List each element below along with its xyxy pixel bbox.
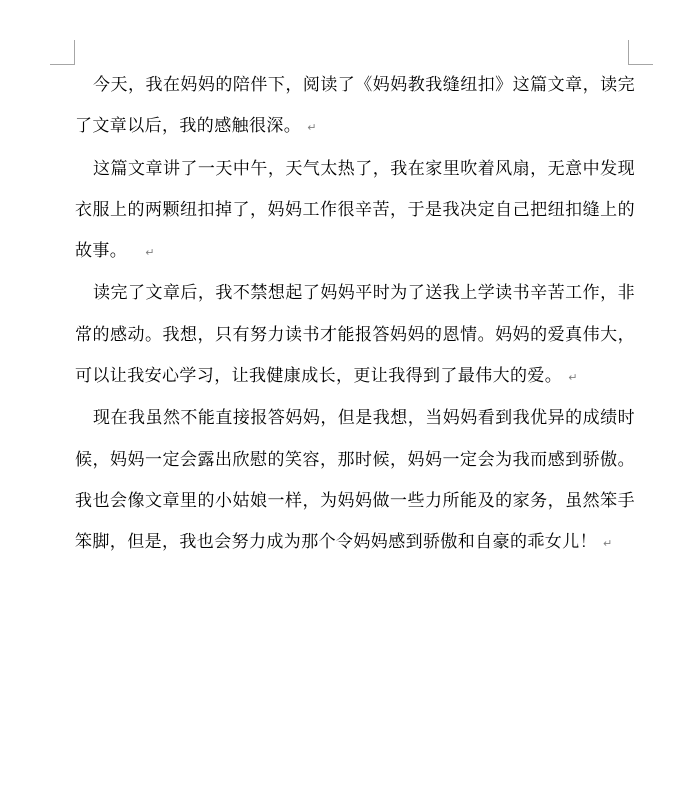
- paragraph-4-line-2: 绩时候，妈妈一定会露出欣慰的笑容，那时候，妈妈一定会为我而感: [75, 408, 635, 470]
- paragraph-2-line-1: 这篇文章讲了一天中午，天气太热了，我在家里吹着风扇，无意中: [93, 158, 601, 179]
- paragraph-2-line-2: 发现衣服上的两颗纽扣掉了，妈妈工作很辛苦，于是我决定自己把纽: [75, 158, 635, 220]
- paragraph-3-line-3: 爱真伟大，可以让我安心学习，让我健康成长，更让我得到了最伟大: [75, 324, 635, 387]
- paragraph-1-line-1: 今天，我在妈妈的陪伴下，阅读了《妈妈教我缝纽扣》这篇文章，: [93, 75, 601, 95]
- paragraph-4[interactable]: [75, 398, 635, 564]
- paragraph-mark-icon: ↵: [145, 246, 155, 260]
- paragraph-3-line-2: 作，非常的感动。我想，只有努力读书才能报答妈妈的恩情。妈妈的: [75, 283, 635, 345]
- paragraph-4-line-4: 务，虽然笨手笨脚，但是，我也会努力成为那个令妈妈感到骄傲和自: [75, 490, 635, 553]
- paragraph-3-line-1: 读完了文章后，我不禁想起了妈妈平时为了送我上学读书辛苦工: [93, 283, 583, 304]
- paragraph-3[interactable]: [75, 273, 635, 398]
- paragraph-mark-icon: ↵: [568, 371, 578, 385]
- paragraph-2-line-3: 扣缝上的故事。: [75, 199, 635, 262]
- document-body[interactable]: [75, 65, 635, 565]
- paragraph-4-line-5: 豪的乖女儿！: [492, 532, 598, 553]
- paragraph-4-line-3: 到骄傲。我也会像文章里的小姑娘一样，为妈妈做一些力所能及的家: [75, 449, 635, 511]
- paragraph-3-line-4: 的爱。: [510, 366, 563, 387]
- paragraph-4-line-1: 现在我虽然不能直接报答妈妈，但是我想，当妈妈看到我优异的成: [93, 408, 601, 429]
- top-right-crop-mark: [628, 40, 653, 65]
- paragraph-1[interactable]: [75, 65, 635, 149]
- paragraph-1-line-2: 读完了文章以后，我的感触很深。: [75, 75, 635, 137]
- paragraph-mark-icon: ↵: [603, 537, 613, 551]
- top-left-crop-mark: [50, 40, 75, 65]
- paragraph-2[interactable]: [75, 149, 635, 274]
- paragraph-mark-icon: ↵: [307, 121, 317, 135]
